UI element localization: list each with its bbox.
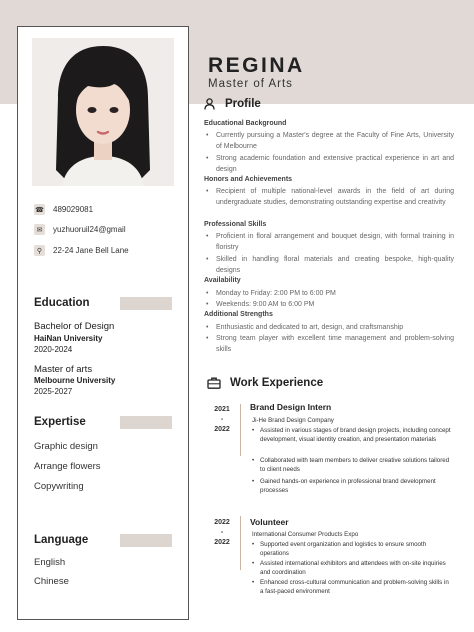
address-text: 22-24 Jane Bell Lane: [53, 246, 129, 255]
profile-bullet: • Recipient of multiple national-level awards in the field of art during undergraduate studies, demonstrating outstanding expertise and creativity: [206, 186, 454, 208]
contact-address: [34, 245, 129, 256]
profile-bullet: • Strong team player with excellent time management and problem-solving skills: [206, 333, 454, 355]
expertise-item: Copywriting: [34, 481, 84, 492]
profile-bullet: • Currently pursuing a Master's degree at the Faculty of Fine Arts, University of Melbourne: [206, 130, 454, 152]
candidate-title: Master of Arts: [208, 78, 293, 90]
job-company: Ji-He Brand Design Company: [252, 417, 334, 424]
email-icon: ✉: [34, 224, 45, 235]
location-pin-icon: ⚲: [34, 245, 45, 256]
candidate-name: REGINA: [208, 54, 305, 77]
language-heading: Language: [34, 534, 172, 547]
language-item: Chinese: [34, 576, 69, 587]
phone-text: 489029081: [53, 205, 94, 214]
job-bullet: • Gained hands-on experience in professional brand development processes: [252, 477, 452, 495]
education-school: Melbourne University: [34, 376, 116, 385]
profile-photo: [32, 38, 174, 186]
education-degree: Bachelor of Design: [34, 321, 115, 332]
briefcase-icon: [207, 377, 221, 389]
profile-bullet: • Monday to Friday: 2:00 PM to 6:00 PM: [206, 288, 454, 299]
email-text: yuzhuoruil24@gmail: [53, 225, 126, 234]
job-year-start: 2021: [214, 406, 230, 413]
job-bullet: • Assisted international exhibitors and attendees with on-site inquiries and coordination: [252, 559, 452, 577]
job-company: International Consumer Products Expo: [252, 531, 359, 538]
profile-heading: Profile: [225, 98, 261, 110]
job-bullet: • Supported event organization and logistics to ensure smooth operations: [252, 540, 452, 558]
job-year-end: 2022: [214, 539, 230, 546]
job-year-start: 2022: [214, 519, 230, 526]
job-year-dash: -: [220, 529, 224, 536]
phone-icon: ☎: [34, 204, 45, 215]
profile-subheading: Additional Strengths: [204, 311, 273, 318]
education-school: HaiNan University: [34, 334, 103, 343]
profile-bullet: • Skilled in handling floral materials and creating bespoke, high-quality designs: [206, 254, 454, 276]
profile-bullet: • Enthusiastic and dedicated to art, design, and craftsmanship: [206, 322, 454, 333]
job-title: Brand Design Intern: [250, 402, 332, 412]
profile-bullet: • Strong academic foundation and extensive practical experience in art and design: [206, 153, 454, 175]
expertise-item: Graphic design: [34, 441, 98, 452]
language-item: English: [34, 557, 66, 568]
education-years: 2020-2024: [34, 345, 73, 354]
education-heading: Education: [34, 297, 172, 310]
person-icon: [204, 98, 215, 110]
job-year-end: 2022: [214, 426, 230, 433]
profile-bullet: • Weekends: 9:00 AM to 6:00 PM: [206, 299, 454, 310]
profile-subheading: Honors and Achievements: [204, 176, 293, 183]
job-bullet: • Enhanced cross-cultural communication and problem-solving skills in a fast-paced environment: [252, 578, 452, 596]
job-year-dash: -: [220, 416, 224, 423]
timeline-line: [240, 404, 241, 456]
portrait-illustration: [32, 38, 174, 186]
profile-bullet: • Proficient in floral arrangement and bouquet design, with formal training in floristry: [206, 231, 454, 253]
profile-subheading: Professional Skills: [204, 221, 267, 228]
expertise-item: Arrange flowers: [34, 461, 101, 472]
contact-phone: [34, 204, 93, 215]
expertise-heading: Expertise: [34, 416, 172, 429]
job-bullet: • Collaborated with team members to deliver creative solutions tailored to client needs: [252, 456, 452, 474]
work-heading: Work Experience: [230, 377, 324, 389]
timeline-line: [240, 516, 241, 570]
job-bullet: • Assisted in various stages of brand design projects, including concept development, visual identity creation, and presentation materials: [252, 426, 452, 444]
contact-email: [34, 224, 126, 235]
education-years: 2025-2027: [34, 387, 73, 396]
profile-subheading: Availability: [204, 277, 241, 284]
profile-subheading: Educational Background: [204, 120, 287, 127]
education-degree: Master of arts: [34, 364, 93, 375]
job-title: Volunteer: [250, 517, 289, 527]
